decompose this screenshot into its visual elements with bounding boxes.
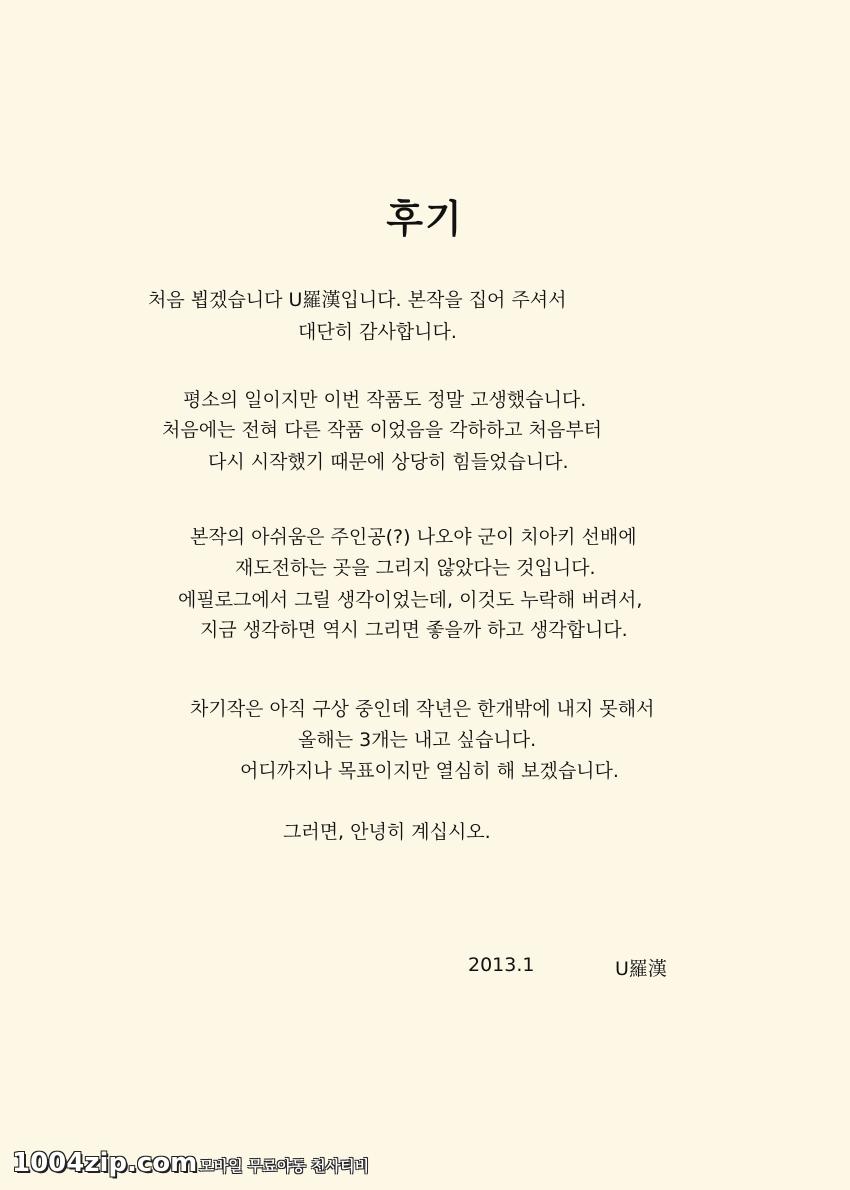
watermark xyxy=(12,1148,369,1178)
text-line: 올해는 3개는 내고 싶습니다. xyxy=(298,729,537,751)
text-line: 본작의 아쉬움은 주인공(?) 나오야 군이 치아키 선배에 xyxy=(190,526,637,548)
page-title: 후기 xyxy=(386,197,464,241)
date: 2013.1 xyxy=(468,954,535,976)
text-line: 대단히 감사합니다. xyxy=(298,321,457,343)
text-line: 다시 시작했기 때문에 상당히 힘들었습니다. xyxy=(208,451,569,473)
author-signature: U羅漢 xyxy=(615,958,667,980)
text-line: 어디까지나 목표이지만 열심히 해 보겠습니다. xyxy=(240,760,619,782)
text-line: 그러면, 안녕히 계십시오. xyxy=(283,821,491,843)
text-line: 차기작은 아직 구상 중인데 작년은 한개밖에 내지 못해서 xyxy=(190,698,655,720)
text-line: 지금 생각하면 역시 그리면 좋을까 하고 생각합니다. xyxy=(200,619,628,641)
watermark-site: 1004zip.com xyxy=(12,1148,198,1178)
watermark-tagline: 모바일 무료야동 천사티비 xyxy=(199,1157,370,1175)
text-line: 에필로그에서 그릴 생각이었는데, 이것도 누락해 버려서, xyxy=(178,589,643,611)
text-line: 처음에는 전혀 다른 작품 이었음을 각하하고 처음부터 xyxy=(162,419,603,441)
text-line: 처음 뵙겠습니다 U羅漢입니다. 본작을 집어 주셔서 xyxy=(148,289,567,311)
text-line: 재도전하는 곳을 그리지 않았다는 것입니다. xyxy=(235,557,596,579)
text-line: 평소의 일이지만 이번 작품도 정말 고생했습니다. xyxy=(183,389,587,411)
